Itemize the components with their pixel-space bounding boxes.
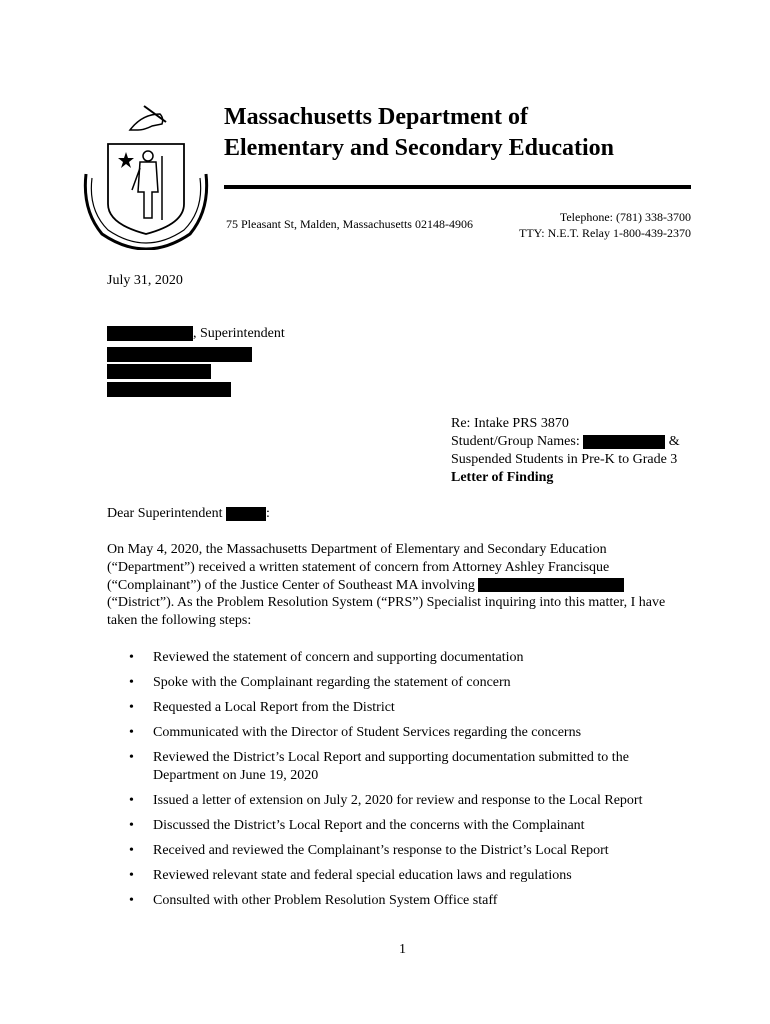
body-paragraph <box>107 541 687 630</box>
telephone: Telephone: (781) 338-3700 <box>559 210 691 224</box>
redaction <box>107 347 252 362</box>
list-item: • Received and reviewed the Complainant’s response to the District’s Local Report <box>129 843 609 858</box>
list-item: • Reviewed relevant state and federal special education laws and regulations <box>129 868 572 883</box>
body-paragraph-part2: (“District”). As the Problem Resolution System (“PRS”) Specialist inquiring into this matter, I have taken the following steps: <box>107 595 666 629</box>
bullet-icon: • <box>129 650 134 665</box>
list-item: • Issued a letter of extension on July 2, 2020 for review and response to the Local Report <box>129 793 643 808</box>
bullet-icon: • <box>129 818 134 833</box>
salutation-text: Dear Superintendent <box>107 506 223 521</box>
bullet-icon: • <box>129 793 134 808</box>
redaction <box>478 578 624 592</box>
org-name-line1: Massachusetts Department of <box>224 104 528 130</box>
body-paragraph-part1: On May 4, 2020, the Massachusetts Department of Elementary and Secondary Education (“Department”) received a written statement of concern from Attorney Ashley Francisque (“Complainant”) of the Justice Center of Southeast MA involving <box>107 542 610 593</box>
bullet-icon: • <box>129 750 134 765</box>
recipient-line-1 <box>107 326 285 342</box>
list-item: • Reviewed the District’s Local Report and supporting documentation submitted to the Department on June 19, 2020 <box>129 750 629 783</box>
list-item: • Consulted with other Problem Resolution System Office staff <box>129 893 498 908</box>
bullet-icon: • <box>129 675 134 690</box>
recipient-title: , Superintendent <box>193 326 285 341</box>
redaction <box>226 507 266 521</box>
org-name <box>224 102 614 164</box>
steps-list <box>129 649 689 917</box>
page-number: 1 <box>399 942 406 957</box>
list-item: • Reviewed the statement of concern and supporting documentation <box>129 650 524 665</box>
list-item: • Discussed the District’s Local Report and the concerns with the Complainant <box>129 818 585 833</box>
salutation <box>107 506 270 522</box>
redaction <box>107 364 211 379</box>
org-address: 75 Pleasant St, Malden, Massachusetts 02148-4906 <box>226 217 473 231</box>
re-letter-type: Letter of Finding <box>451 470 554 485</box>
list-item: • Communicated with the Director of Student Services regarding the concerns <box>129 725 582 740</box>
salutation-colon: : <box>265 506 270 521</box>
org-name-line2: Elementary and Secondary Education <box>224 135 615 161</box>
redaction <box>583 435 665 449</box>
header-rule <box>224 185 691 189</box>
bullet-icon: • <box>129 843 134 858</box>
re-block <box>451 415 680 487</box>
contact-info <box>519 209 691 241</box>
bullet-icon: • <box>129 868 134 883</box>
re-intake: Re: Intake PRS 3870 <box>451 416 569 431</box>
state-seal-icon <box>82 100 210 250</box>
bullet-icon: • <box>129 700 134 715</box>
bullet-icon: • <box>129 893 134 908</box>
letter-date: July 31, 2020 <box>107 273 183 288</box>
tty: TTY: N.E.T. Relay 1-800-439-2370 <box>519 226 691 240</box>
re-student-names <box>451 433 680 451</box>
re-student-label: Student/Group Names: <box>451 434 580 449</box>
redaction <box>107 382 231 397</box>
redaction <box>107 326 193 341</box>
re-student-suffix: & <box>668 434 680 449</box>
list-item: • Spoke with the Complainant regarding the statement of concern <box>129 675 511 690</box>
bullet-icon: • <box>129 725 134 740</box>
re-subject: Suspended Students in Pre-K to Grade 3 <box>451 452 678 467</box>
list-item: • Requested a Local Report from the District <box>129 700 395 715</box>
